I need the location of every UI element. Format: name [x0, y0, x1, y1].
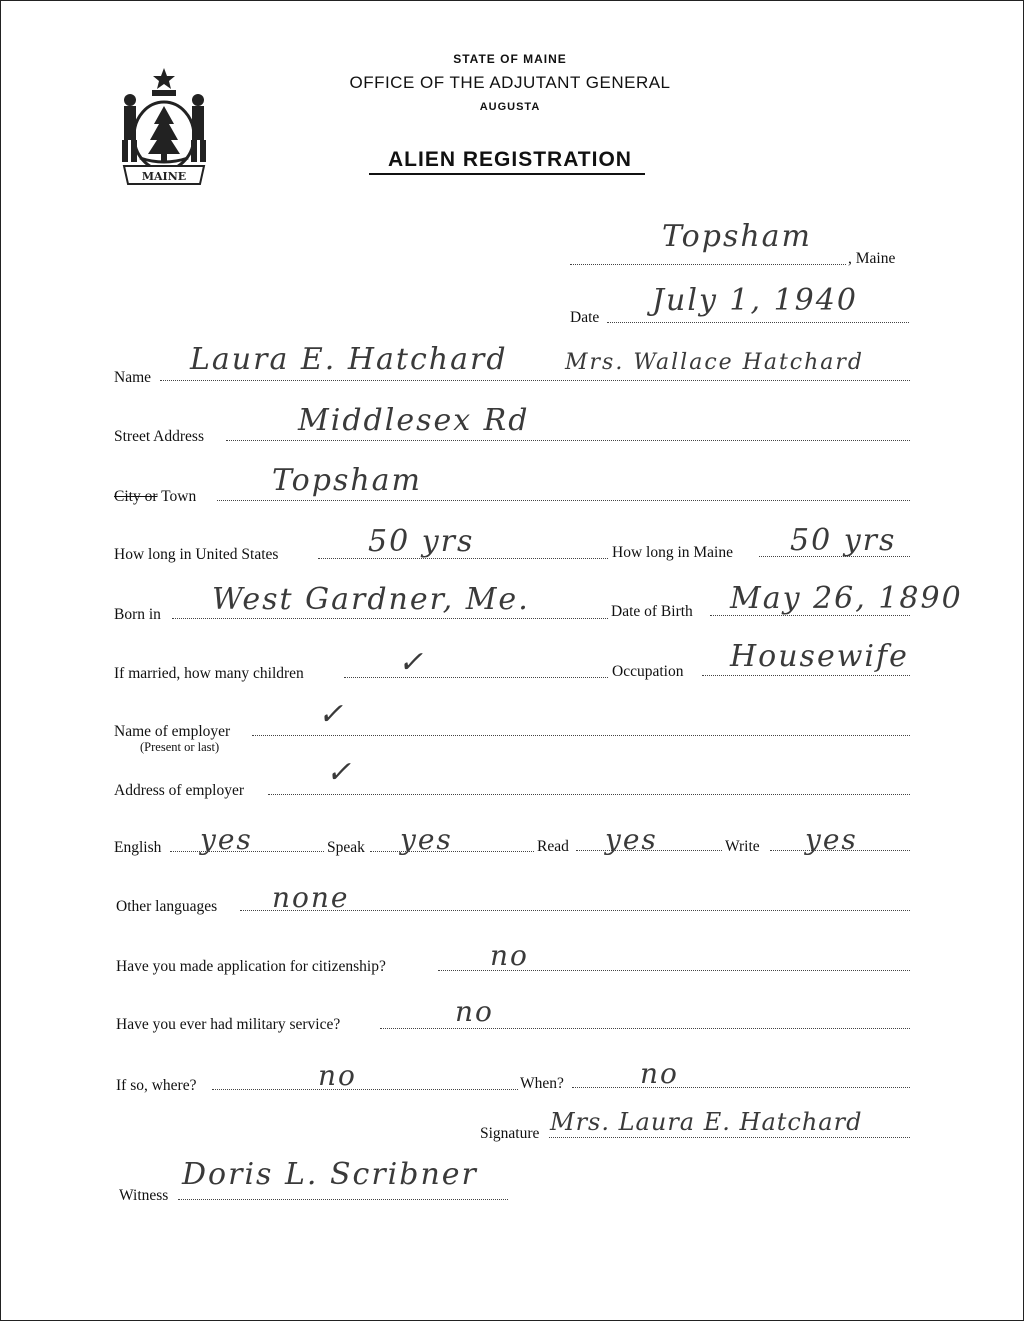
signature-label: Signature — [480, 1125, 540, 1142]
when-line — [572, 1087, 910, 1088]
children-value[interactable]: ✓ — [398, 645, 426, 680]
other-languages-label: Other languages — [116, 898, 218, 915]
when-value[interactable]: no — [640, 1057, 679, 1090]
born-in-label: Born in — [114, 606, 161, 623]
witness-line — [178, 1199, 508, 1200]
date-value[interactable]: July 1, 1940 — [652, 283, 858, 318]
occupation-value[interactable]: Housewife — [730, 639, 909, 674]
date-line — [607, 322, 909, 323]
city-town-value[interactable]: Topsham — [272, 463, 422, 498]
other-languages-value[interactable]: none — [272, 881, 350, 914]
english-value[interactable]: yes — [200, 823, 253, 856]
born-in-line — [172, 618, 608, 619]
how-long-maine-value[interactable]: 50 yrs — [790, 523, 897, 558]
speak-label: Speak — [327, 839, 365, 856]
employer-value[interactable]: ✓ — [318, 697, 346, 732]
when-label: When? — [520, 1075, 564, 1092]
name-value[interactable]: Laura E. Hatchard — [190, 342, 508, 377]
street-address-label: Street Address — [114, 428, 204, 445]
employer-address-line — [268, 794, 910, 795]
location-value[interactable]: Topsham — [662, 219, 812, 254]
military-label: Have you ever had military service? — [116, 1016, 341, 1033]
witness-label: Witness — [119, 1187, 169, 1204]
employer-sublabel: (Present or last) — [140, 740, 220, 754]
employer-address-label: Address of employer — [114, 782, 244, 799]
name-line — [160, 380, 910, 381]
occupation-line — [702, 675, 910, 676]
header-city: AUGUSTA — [479, 101, 541, 113]
citizenship-value[interactable]: no — [490, 939, 529, 972]
employer-line — [252, 735, 910, 736]
seal-text: MAINE — [141, 170, 187, 183]
speak-value[interactable]: yes — [400, 823, 453, 856]
street-address-line — [226, 440, 910, 441]
city-town-line — [217, 500, 910, 501]
header-office: OFFICE OF THE ADJUTANT GENERAL — [349, 73, 671, 92]
date-label: Date — [570, 309, 600, 326]
employer-label: Name of employer — [114, 723, 231, 740]
occupation-label: Occupation — [612, 663, 684, 680]
town-label: Town — [161, 488, 197, 505]
citizenship-label: Have you made application for citizenship? — [116, 958, 386, 975]
location-suffix: , Maine — [848, 250, 896, 267]
name-extra-value[interactable]: Mrs. Wallace Hatchard — [565, 350, 865, 375]
name-label: Name — [114, 369, 152, 386]
witness-value[interactable]: Doris L. Scribner — [182, 1157, 478, 1192]
signature-line — [549, 1137, 910, 1138]
born-in-value[interactable]: West Gardner, Me. — [212, 582, 530, 617]
date-of-birth-label: Date of Birth — [611, 603, 693, 620]
where-line — [212, 1089, 518, 1090]
english-label: English — [114, 839, 162, 856]
title-underline — [369, 173, 645, 175]
city-or-struck: City or — [114, 488, 158, 505]
where-value[interactable]: no — [318, 1059, 357, 1092]
children-label: If married, how many children — [114, 665, 304, 682]
read-label: Read — [537, 838, 569, 855]
where-label: If so, where? — [116, 1077, 197, 1094]
employer-address-value[interactable]: ✓ — [326, 755, 354, 790]
how-long-us-value[interactable]: 50 yrs — [368, 524, 475, 559]
form-title: ALIEN REGISTRATION — [388, 148, 632, 171]
city-town-label — [114, 488, 196, 506]
write-label: Write — [725, 838, 760, 855]
street-address-value[interactable]: Middlesex Rd — [298, 403, 530, 438]
signature-value[interactable]: Mrs. Laura E. Hatchard — [550, 1108, 863, 1136]
read-value[interactable]: yes — [605, 823, 658, 856]
military-value[interactable]: no — [455, 995, 494, 1028]
military-line — [380, 1028, 910, 1029]
header-state: STATE OF MAINE — [453, 52, 567, 66]
write-value[interactable]: yes — [805, 823, 858, 856]
date-of-birth-value[interactable]: May 26, 1890 — [730, 581, 963, 616]
how-long-maine-label: How long in Maine — [612, 544, 733, 561]
how-long-us-label: How long in United States — [114, 546, 279, 563]
location-line — [570, 264, 846, 265]
children-line — [344, 677, 608, 678]
